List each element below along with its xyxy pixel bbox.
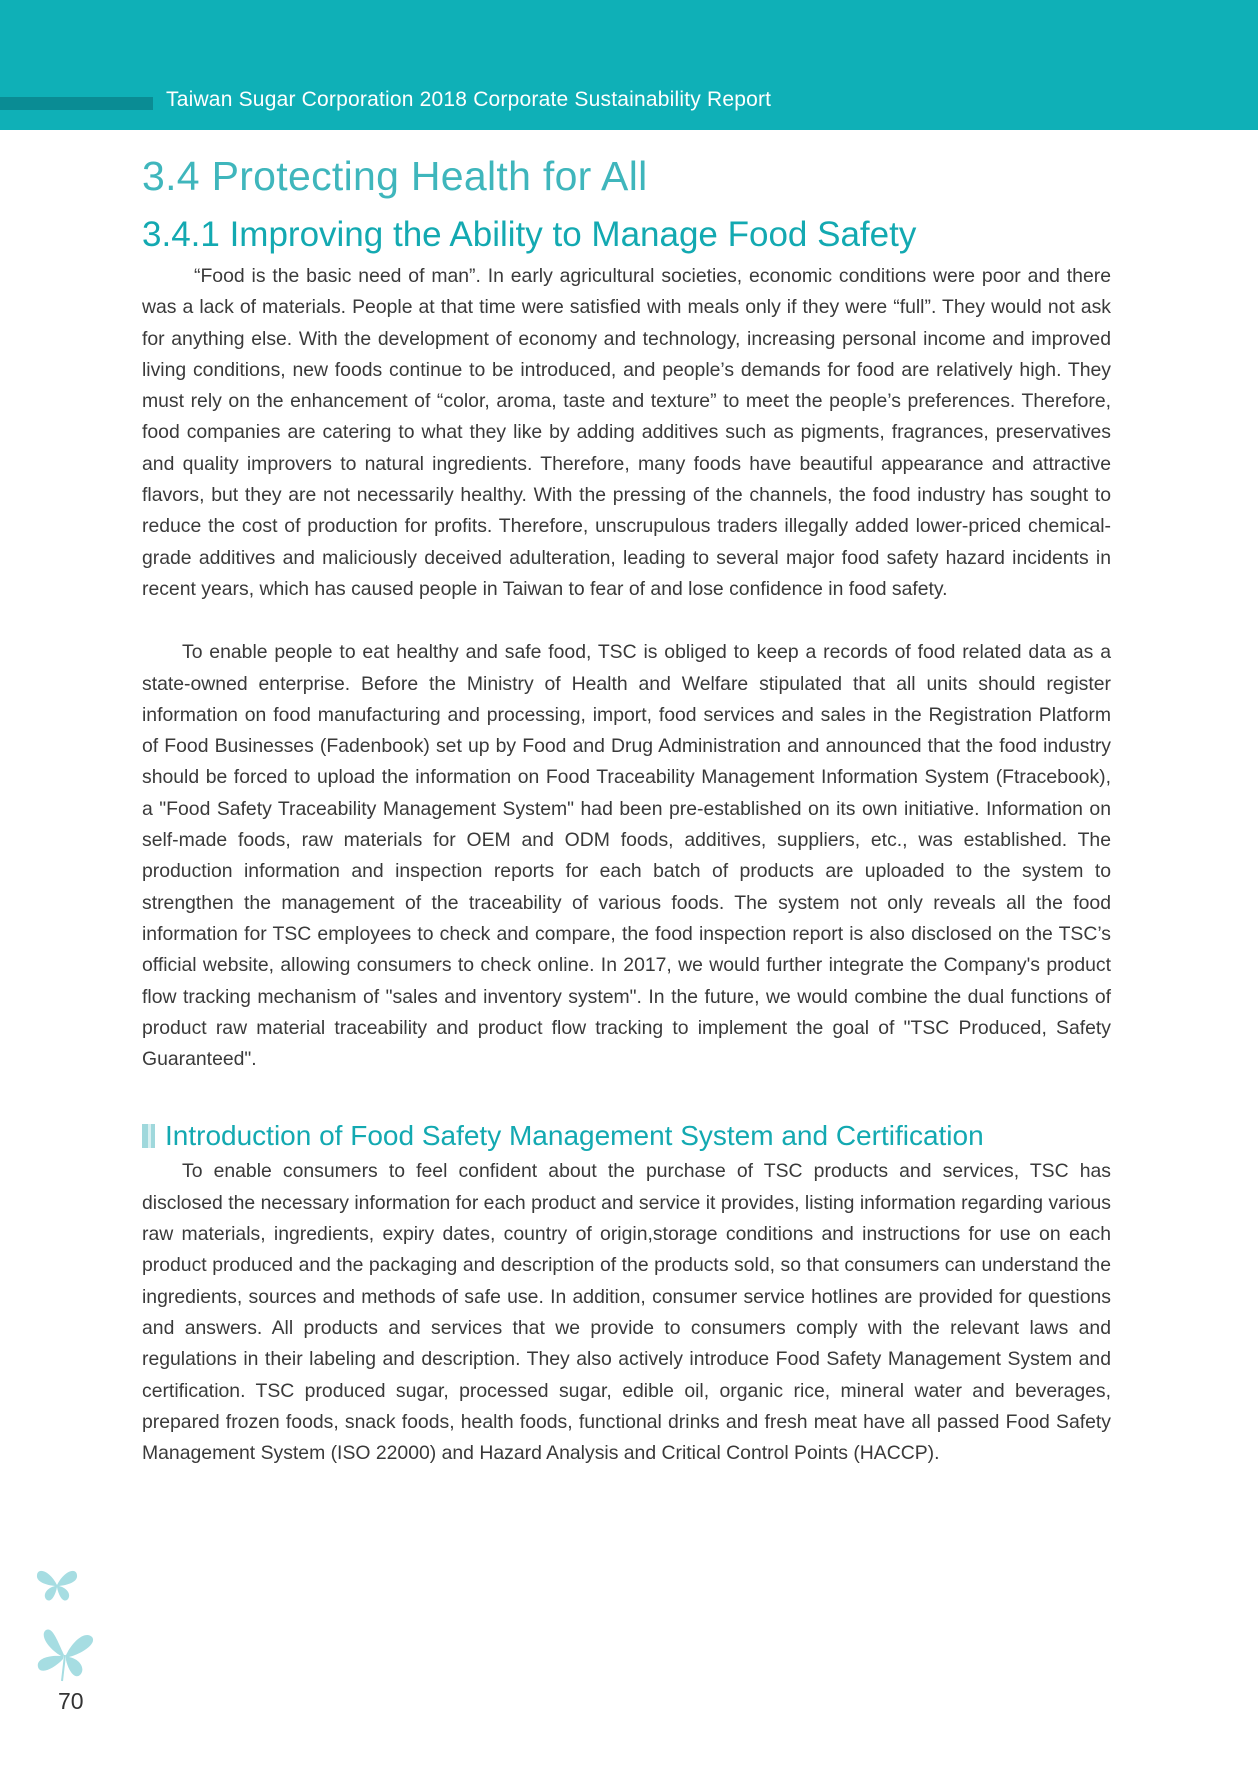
header-accent-stripe — [0, 97, 153, 110]
subsection-title: 3.4.1 Improving the Ability to Manage Food Safety — [142, 215, 917, 254]
intro-heading-text: Introduction of Food Safety Management System and Certification — [165, 1120, 984, 1152]
page-number: 70 — [58, 1688, 84, 1714]
butterfly-icon — [36, 1565, 78, 1603]
report-title: Taiwan Sugar Corporation 2018 Corporate Sustainability Report — [166, 88, 772, 111]
section-title: 3.4 Protecting Health for All — [142, 153, 648, 199]
body-paragraph: To enable people to eat healthy and safe food, TSC is obliged to keep a records of food related data as a state-owned enterprise. Before the Ministry of Health and Welfare stipulated that all units should register information on food manufacturing and processing, import, food services and sales in the Registration Platform of Food Businesses (Fadenbook) set up by Food and Drug Administration and announced that the food industry should be forced to upload the information on Food Traceability Management Information System (Ftracebook), a "Food Safety Traceability Management System" had been pre-established on its own initiative. Information on self-made foods, raw materials for OEM and ODM foods, additives, suppliers, etc., was established. The production information and inspection reports for each batch of products are uploaded to the system to strengthen the management of the traceability of various foods. The system not only reveals all the food information for TSC employees to check and compare, the food inspection report is also disclosed on the TSC’s official website, allowing consumers to check online. In 2017, we would further integrate the Company's product flow tracking mechanism of "sales and inventory system". In the future, we would combine the dual functions of product raw material traceability and product flow tracking to implement the goal of "TSC Produced, Safety Guaranteed". — [142, 641, 1111, 1071]
intro-heading — [142, 1116, 1111, 1156]
body-paragraph: “Food is the basic need of man”. In early agricultural societies, economic conditions were poor and there was a lack of materials. People at that time were satisfied with meals only if they were “full”. They would not ask for anything else. With the development of economy and technology, increasing personal income and improved living conditions, new foods continue to be introduced, and people’s demands for food are relatively high. They must rely on the enhancement of “color, aroma, taste and texture” to meet the people’s preferences. Therefore, food companies are catering to what they like by adding additives such as pigments, fragrances, preservatives and quality improvers to natural ingredients. Therefore, many foods have beautiful appearance and attractive flavors, but they are not necessarily healthy. With the pressing of the channels, the food industry has sought to reduce the cost of production for profits. Therefore, unscrupulous traders illegally added lower-priced chemical-grade additives and maliciously deceived adulteration, leading to several major food safety hazard incidents in recent years, which has caused people in Taiwan to fear of and lose confidence in food safety. — [142, 265, 1111, 600]
butterfly-icon — [34, 1625, 96, 1683]
body-paragraph: To enable consumers to feel confident about the purchase of TSC products and services, TSC has disclosed the necessary information for each product and service it provides, listing information regarding various raw materials, ingredients, expiry dates, country of origin,storage conditions and instructions for use on each product produced and the packaging and description of the products sold, so that consumers can understand the ingredients, sources and methods of safe use. In addition, consumer service hotlines are provided for questions and answers. All products and services that we provide to consumers comply with the relevant laws and regulations in their labeling and description. They also actively introduce Food Safety Management System and certification. TSC produced sugar, processed sugar, edible oil, organic rice, mineral water and beverages, prepared frozen foods, snack foods, health foods, functional drinks and fresh meat have all passed Food Safety Management System (ISO 22000) and Hazard Analysis and Critical Control Points (HACCP). — [142, 1160, 1111, 1465]
page-content — [142, 145, 1111, 1469]
heading-marker-icon — [142, 1124, 155, 1148]
